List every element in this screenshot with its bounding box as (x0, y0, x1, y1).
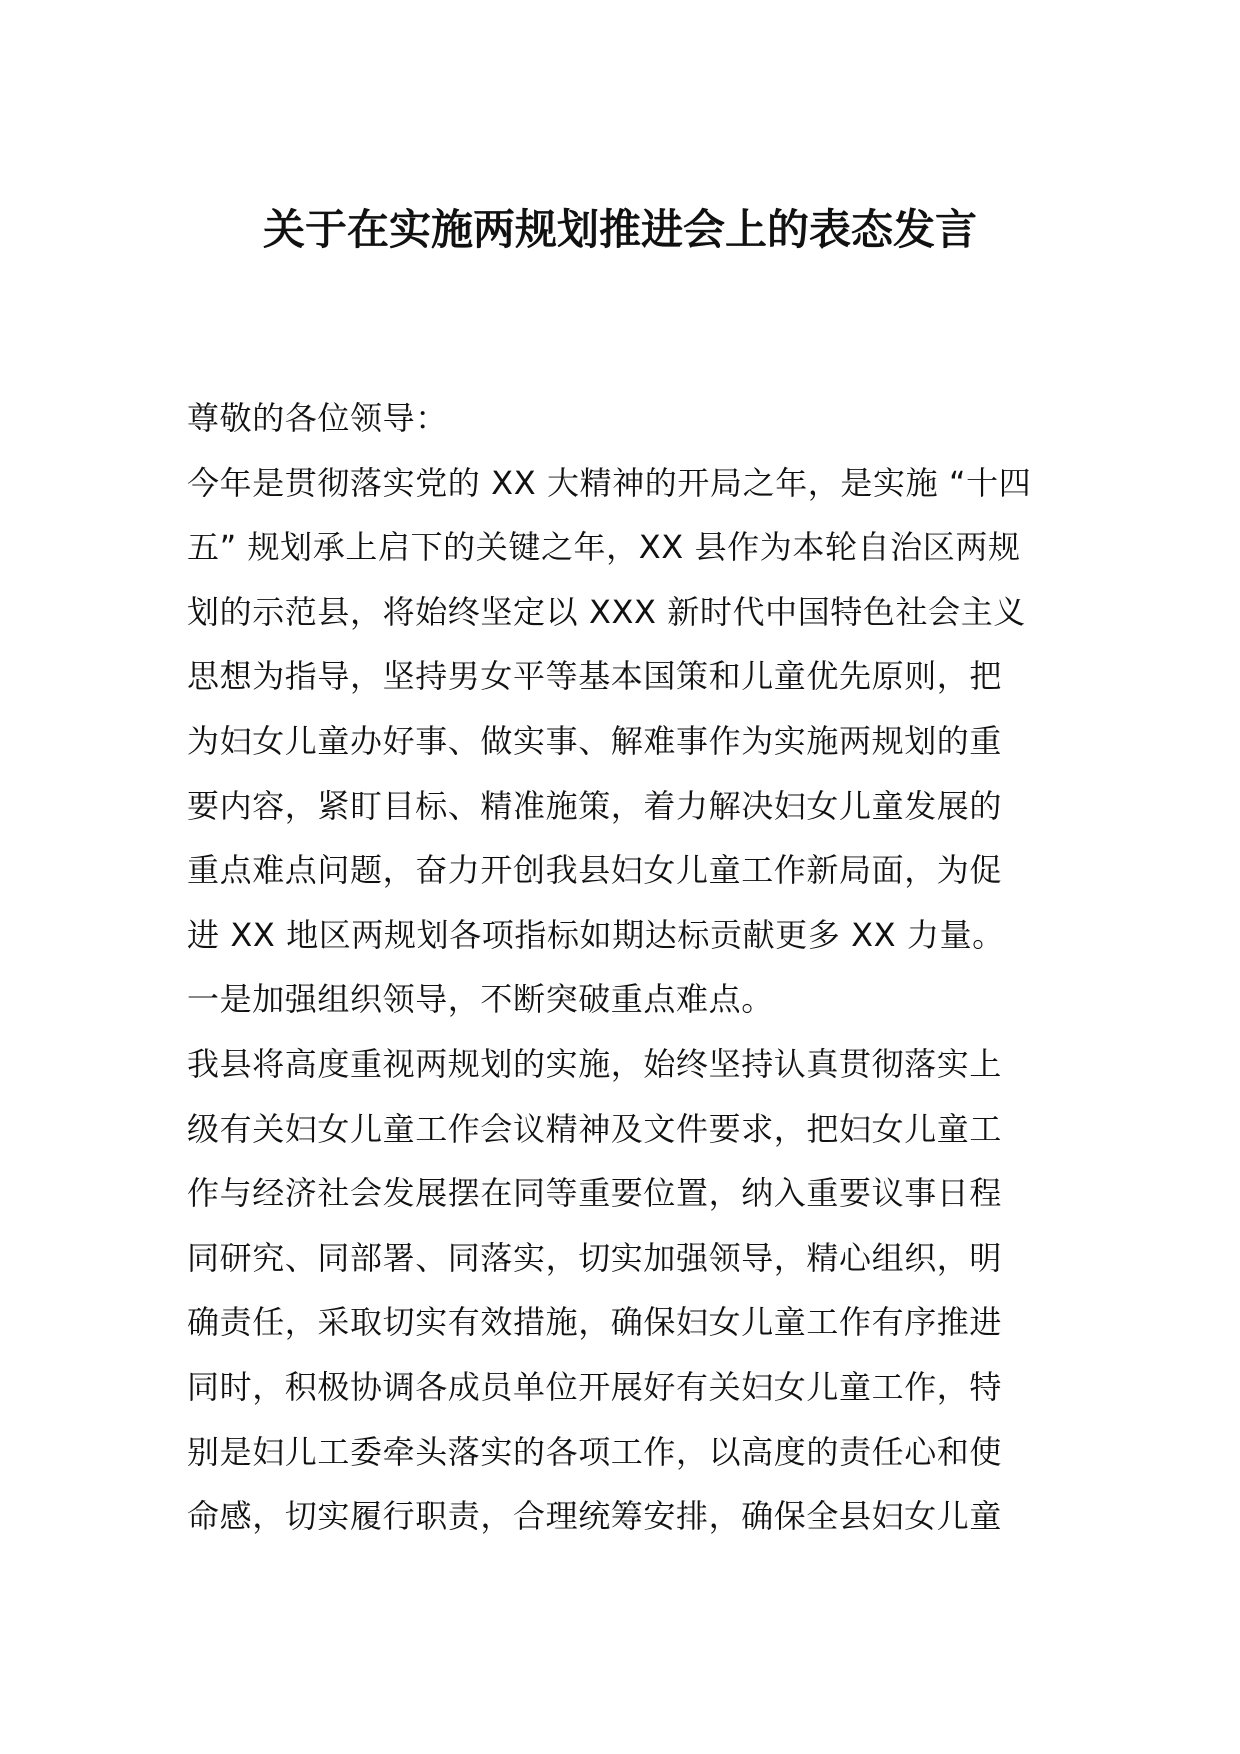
paragraph-line: 确责任，采取切实有效措施，确保妇女儿童工作有序推进 (187, 1303, 1003, 1342)
paragraph-line: 思想为指导，坚持男女平等基本国策和儿童优先原则，把 (187, 657, 1003, 696)
paragraph-line: 进 XX 地区两规划各项指标如期达标贡献更多 XX 力量。 (187, 915, 1005, 954)
section-heading-line: 一是加强组织领导，不断突破重点难点。 (187, 980, 774, 1019)
paragraph-line: 划的示范县，将始终坚定以 XXX 新时代中国特色社会主义 (187, 592, 1026, 631)
paragraph-line: 重点难点问题，奋力开创我县妇女儿童工作新局面，为促 (187, 851, 1003, 890)
paragraph-line: 同时，积极协调各成员单位开展好有关妇女儿童工作，特 (187, 1367, 1003, 1406)
paragraph-line: 同研究、同部署、同落实，切实加强领导，精心组织，明 (187, 1238, 1003, 1277)
paragraph-line: 作与经济社会发展摆在同等重要位置，纳入重要议事日程 (187, 1174, 1003, 1213)
paragraph-line: 级有关妇女儿童工作会议精神及文件要求，把妇女儿童工 (187, 1109, 1003, 1148)
paragraph-line: 要内容，紧盯目标、精准施策，着力解决妇女儿童发展的 (187, 786, 1003, 825)
paragraph-line: 今年是贯彻落实党的 XX 大精神的开局之年，是实施 “十四 (187, 463, 1032, 502)
paragraph-line: 我县将高度重视两规划的实施，始终坚持认真贯彻落实上 (187, 1044, 1003, 1083)
document-body (187, 386, 1053, 1549)
paragraph-line: 为妇女儿童办好事、做实事、解难事作为实施两规划的重 (187, 721, 1003, 760)
document-title: 关于在实施两规划推进会上的表态发言 (262, 205, 977, 254)
paragraph-line: 别是妇儿工委牵头落实的各项工作，以高度的责任心和使 (187, 1432, 1003, 1471)
salutation-line: 尊敬的各位领导： (187, 399, 448, 437)
paragraph-line: 五” 规划承上启下的关键之年，XX 县作为本轮自治区两规 (187, 528, 1021, 567)
paragraph-line: 命感，切实履行职责，合理统筹安排，确保全县妇女儿童 (187, 1497, 1003, 1536)
